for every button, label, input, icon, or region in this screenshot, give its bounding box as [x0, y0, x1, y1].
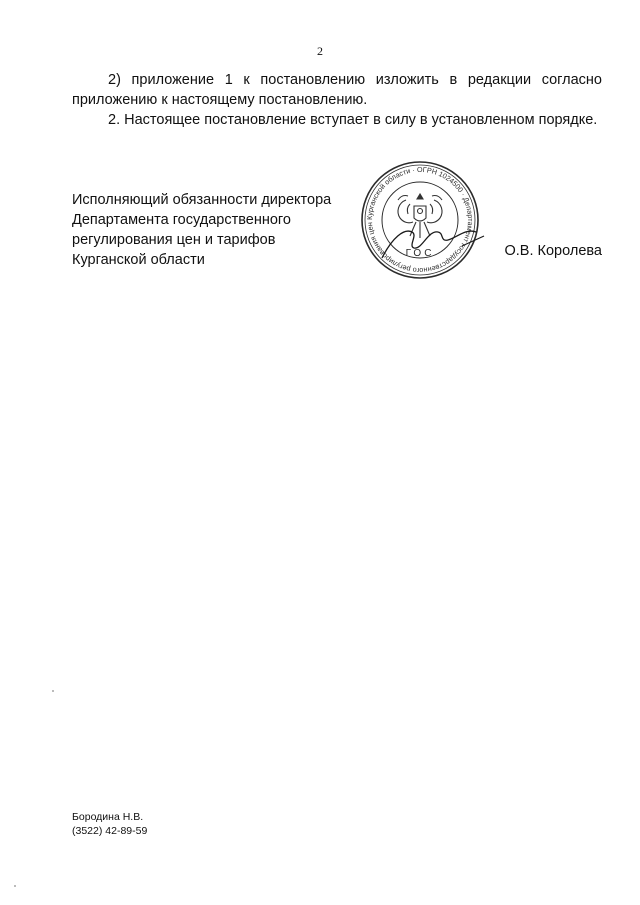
executor-phone: (3522) 42-89-59 — [72, 825, 148, 837]
signatory-position — [72, 190, 331, 270]
seal-ring-text-content: Курганской области · ОГРН 1024500 · Департамент государственного регулирования цен — [364, 164, 476, 276]
body-text — [72, 70, 602, 130]
position-line: Исполняющий обязанности директора — [72, 192, 332, 208]
official-seal-stamp — [352, 160, 488, 280]
executor-name: Бородина Н.В. — [72, 811, 144, 823]
executor-contact — [72, 810, 147, 838]
seal-rings — [362, 162, 478, 278]
scan-speck — [14, 885, 16, 887]
page-number: 2 — [317, 44, 323, 58]
position-line: регулирования цен и тарифов — [72, 232, 276, 248]
signatory-name: О.В. Королева — [504, 243, 602, 259]
position-line: Курганской области — [72, 252, 205, 268]
scan-speck — [52, 690, 54, 692]
paragraph-amendment: 2) приложение 1 к постановлению изложить в редакции согласно приложению к настоящему постановлению. — [72, 72, 602, 108]
seal-inner-text: ГОС — [405, 248, 435, 259]
position-line: Департамента государственного — [72, 212, 291, 228]
paragraph-effective: 2. Настоящее постановление вступает в силу в установленном порядке. — [108, 112, 598, 128]
